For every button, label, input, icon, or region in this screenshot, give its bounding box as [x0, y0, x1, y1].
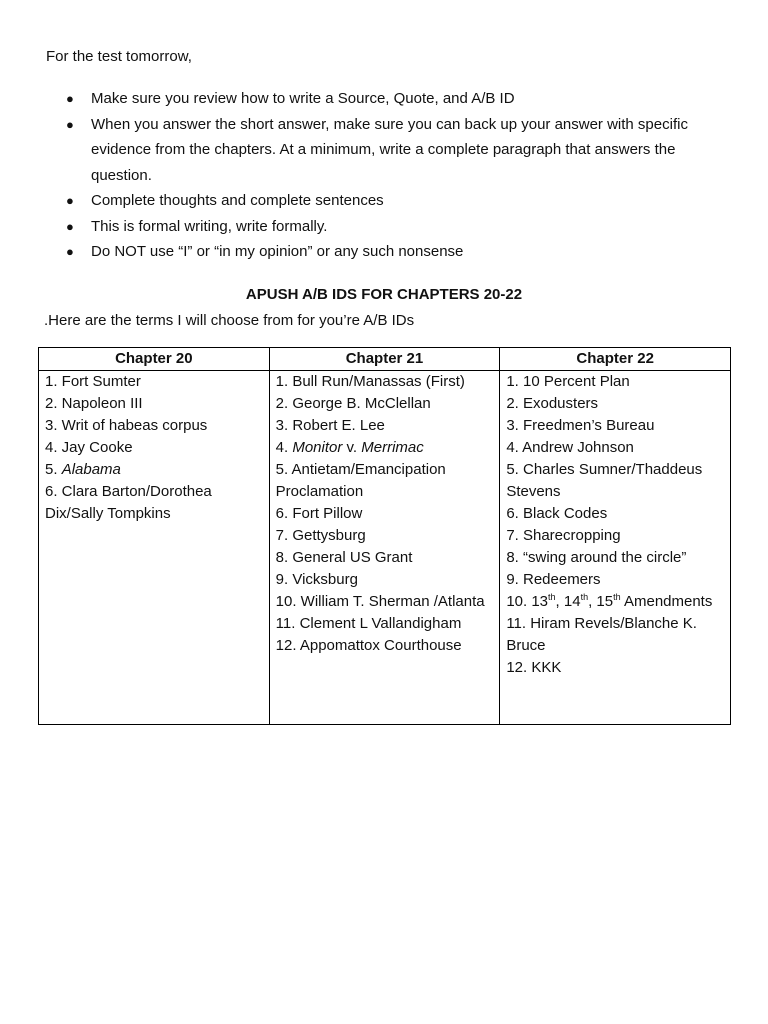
term-text: , 14 [555, 593, 581, 610]
term-item: 8. “swing around the circle” [506, 549, 687, 566]
ordinal-suffix: th [548, 592, 556, 602]
term-item: 6. Clara Barton/Dorothea Dix/Sally Tompkins [45, 483, 212, 522]
bullet-icon: ● [66, 218, 74, 234]
ordinal-suffix: th [613, 592, 621, 602]
term-item: 2. Exodusters [506, 395, 599, 412]
bullet-icon: ● [66, 193, 74, 208]
bullet-icon: ● [66, 116, 74, 132]
term-number: 5. [45, 461, 62, 478]
term-item: 3. Robert E. Lee [275, 417, 385, 434]
list-item [66, 86, 716, 112]
term-item: 7. Gettysburg [275, 527, 366, 544]
table-header-row [39, 348, 731, 371]
term-item: 3. Writ of habeas corpus [45, 417, 208, 434]
term-item [45, 459, 263, 481]
chapter-20-terms [39, 371, 270, 725]
term-text: Amendments [620, 593, 713, 610]
term-item [506, 591, 724, 613]
bullet-text: Do NOT use “I” or “in my opinion” or any such nonsense [91, 243, 464, 260]
term-item: 3. Freedmen’s Bureau [506, 417, 655, 434]
list-item [66, 214, 716, 240]
term-item: 12. Appomattox Courthouse [275, 637, 462, 654]
term-text: , 15 [588, 593, 614, 610]
term-item: 9. Redeemers [506, 571, 601, 588]
term-item: 11. Clement L Vallandigham [275, 615, 462, 632]
term-item: 10. William T. Sherman /Atlanta [275, 593, 485, 610]
term-item: 5. Charles Sumner/Thaddeus Stevens [506, 461, 703, 500]
list-item [66, 239, 716, 265]
bullet-icon: ● [66, 91, 74, 106]
bullet-text: This is formal writing, write formally. [91, 217, 328, 235]
term-item: 1. Bull Run/Manassas (First) [275, 373, 465, 390]
table-row [39, 371, 731, 725]
bullet-icon: ● [66, 244, 74, 259]
term-item: 6. Black Codes [506, 505, 608, 522]
intro-line: For the test tomorrow, [46, 48, 192, 65]
chapter-22-terms [500, 371, 731, 725]
term-name-italic: Monitor [292, 439, 343, 456]
term-item: 11. Hiram Revels/Blanche K. Bruce [506, 615, 697, 654]
term-item: 1. Fort Sumter [45, 373, 141, 390]
term-number: 4. [275, 439, 293, 456]
bullet-text: When you answer the short answer, make sure you can back up your answer with specific evidence from the chapters. At a minimum, write a complete paragraph that answers the question. [91, 115, 688, 184]
term-item: 12. KKK [506, 659, 562, 676]
term-item: 4. Andrew Johnson [506, 439, 634, 456]
header-chapter-21: Chapter 21 [269, 348, 500, 371]
list-item [66, 112, 716, 189]
term-item [276, 437, 494, 459]
ordinal-suffix: th [580, 592, 589, 602]
bullet-text: Complete thoughts and complete sentences [91, 192, 384, 209]
terms-table [38, 347, 731, 725]
header-chapter-20: Chapter 20 [39, 348, 270, 371]
page-title: APUSH A/B IDS FOR CHAPTERS 20-22 [245, 286, 523, 303]
term-item: 9. Vicksburg [275, 571, 358, 588]
list-item [66, 188, 716, 214]
term-item: 2. Napoleon III [45, 395, 143, 412]
term-name-italic: Alabama [61, 461, 121, 478]
term-item: 7. Sharecropping [506, 527, 621, 544]
term-item: 5. Antietam/Emancipation Proclamation [275, 461, 446, 500]
term-item: 4. Jay Cooke [45, 439, 133, 456]
subheading: .Here are the terms I will choose from for you’re A/B IDs [44, 312, 415, 329]
term-item: 1. 10 Percent Plan [506, 373, 630, 390]
term-item: 8. General US Grant [275, 549, 413, 566]
instruction-list [66, 86, 716, 265]
term-name-italic: Merrimac [361, 439, 424, 456]
term-connector: v. [342, 439, 362, 456]
chapter-21-terms [269, 371, 500, 725]
bullet-text: Make sure you review how to write a Source, Quote, and A/B ID [91, 90, 515, 107]
term-text: 10. 13 [506, 593, 549, 610]
header-chapter-22: Chapter 22 [500, 348, 731, 371]
term-item: 2. George B. McClellan [275, 395, 431, 412]
term-item: 6. Fort Pillow [275, 505, 363, 522]
